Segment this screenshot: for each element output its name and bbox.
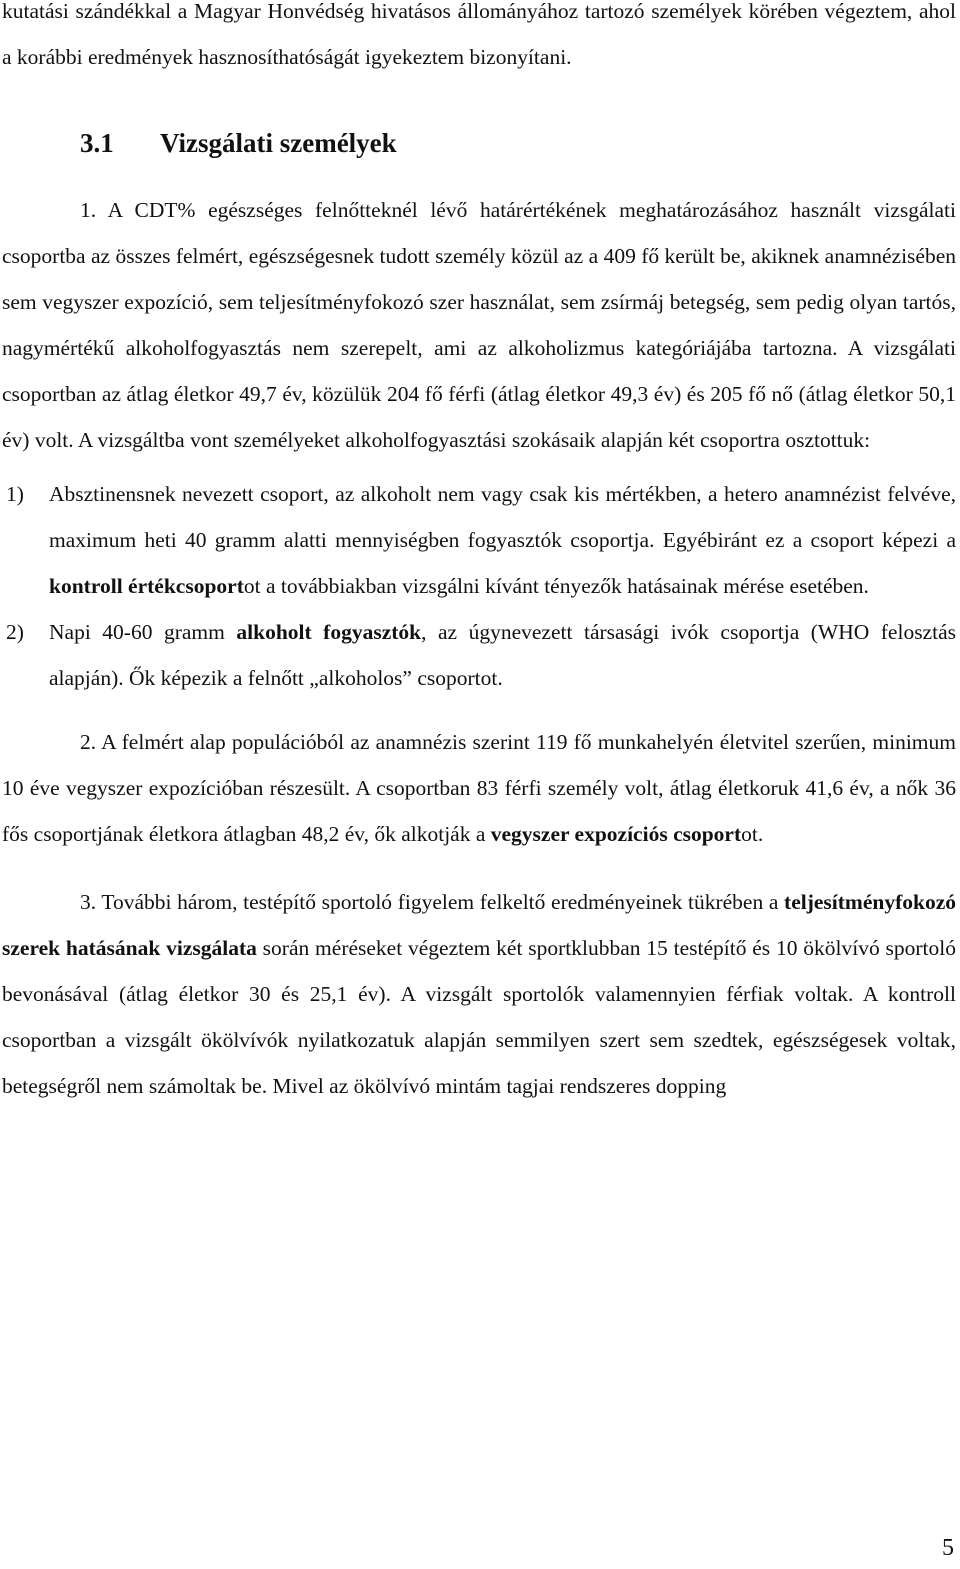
list-item-text: Napi 40-60 gramm bbox=[49, 620, 237, 644]
list-marker: 2) bbox=[6, 620, 24, 644]
list-item-text: ot a továbbiakban vizsgálni kívánt tényezők hatásainak mérése esetében. bbox=[243, 574, 869, 598]
list-item bbox=[2, 609, 956, 701]
paragraph-text: során méréseket végeztem két sportklubban 15 testépítő és 10 ökölvívó sportoló bevonásával (átlag életkor 30 és 25,1 év). A vizsgált sportolók valamennyien férfiak voltak. A kontroll csoportban a vizsgált ökölvívók nyilatkozatuk alapján semmilyen szert sem szedtek, egészségesek voltak, betegségről nem számoltak be. Mivel az ökölvívó mintám tagjai rendszeres dopping bbox=[2, 936, 956, 1098]
page-number: 5 bbox=[942, 1535, 954, 1561]
group-list bbox=[2, 471, 956, 701]
list-item-text: Absztinensnek nevezett csoport, az alkoholt nem vagy csak kis mértékben, a hetero anamnézist felvéve, maximum heti 40 gramm alatti mennyiségben fogyasztók csoportja. Egyébiránt ez a csoport képezi a bbox=[49, 482, 956, 552]
intro-paragraph: kutatási szándékkal a Magyar Honvédség hivatásos állományához tartozó személyek körében végeztem, ahol a korábbi eredmények hasznosíthatóságát igyekeztem bizonyítani. bbox=[2, 0, 956, 69]
paragraph-2 bbox=[2, 719, 956, 857]
paragraph-text: ot. bbox=[741, 822, 764, 846]
list-item-bold: kontroll értékcsoport bbox=[49, 574, 244, 598]
paragraph-3 bbox=[2, 879, 956, 1109]
paragraph-text: 2. A felmért alap populációból az anamnézis szerint 119 fő munkahelyén életvitel szerűen, minimum 10 éve vegyszer expozícióban részesült. A csoportban 83 férfi személy volt, átlag életkoruk 41,6 év, a nők 36 fős csoportjának életkora átlagban 48,2 év, ők alkotják a bbox=[2, 730, 956, 846]
document-page bbox=[2, 0, 956, 1109]
section-number: 3.1 bbox=[80, 128, 114, 158]
section-title: Vizsgálati személyek bbox=[160, 128, 397, 158]
paragraph-bold: vegyszer expozíciós csoport bbox=[490, 822, 742, 846]
list-item bbox=[2, 471, 956, 609]
list-item-bold: alkoholt fogyasztók bbox=[236, 620, 422, 644]
paragraph-bold: teljesítményfokozó szerek hatásának vizsgálata bbox=[2, 890, 956, 960]
paragraph-text: 3. További három, testépítő sportoló figyelem felkeltő eredményeinek tükrében a bbox=[80, 890, 785, 914]
paragraph-1: 1. A CDT% egészséges felnőtteknél lévő határértékének meghatározásához használt vizsgálati csoportba az összes felmért, egészségesnek tudott személy közül az a 409 fő került be, akiknek anamnézisében sem vegyszer expozíció, sem teljesítményfokozó szer használat, sem zsírmáj betegség, sem pedig olyan tartós, nagymértékű alkoholfogyasztás nem szerepelt, ami az alkoholizmus kategóriájába tartozna. A vizsgálati csoportban az átlag életkor 49,7 év, közülük 204 fő férfi (átlag életkor 49,3 év) és 205 fő nő (átlag életkor 50,1 év) volt. A vizsgáltba vont személyeket alkoholfogyasztási szokásaik alapján két csoportra osztottuk: bbox=[2, 198, 956, 452]
list-marker: 1) bbox=[6, 482, 24, 506]
section-heading bbox=[2, 124, 956, 162]
list-item-text: , az úgynevezett társasági ivók csoportja (WHO felosztás alapján). Ők képezik a felnőtt „alkoholos” csoportot. bbox=[49, 620, 956, 690]
